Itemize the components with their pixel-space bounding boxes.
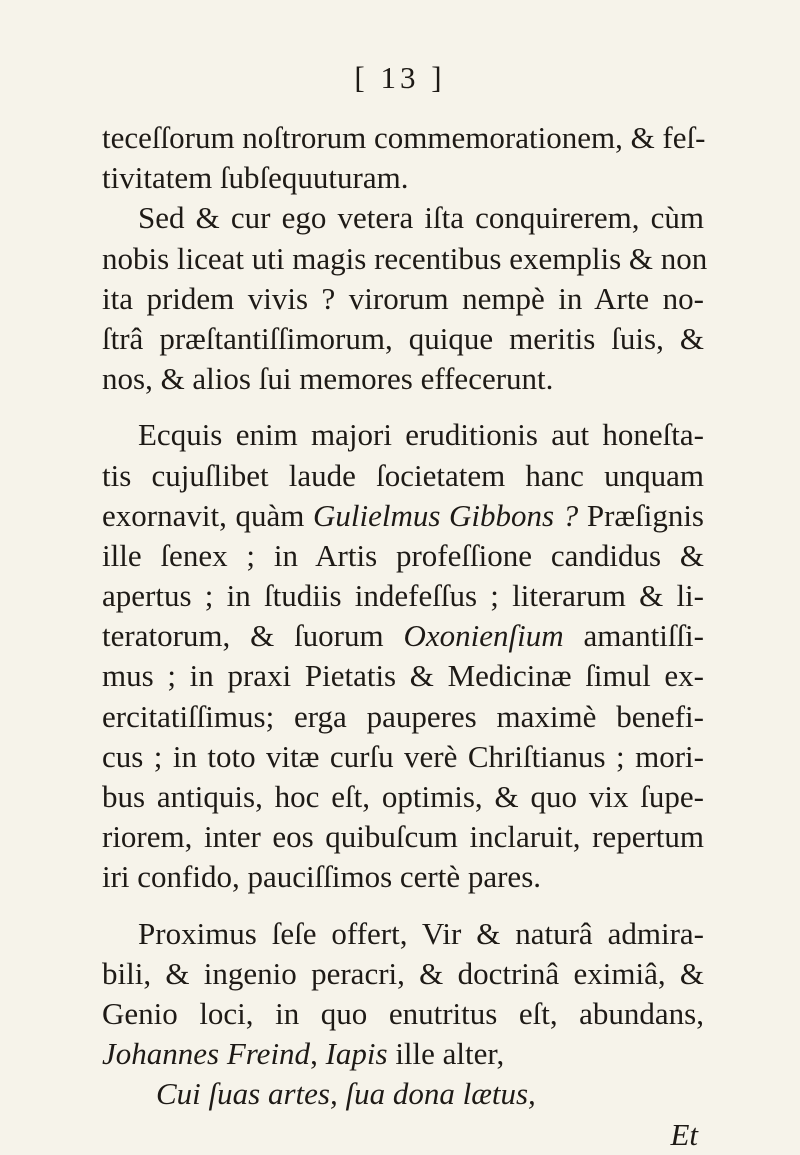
text-line: apertus ; in ſtudiis indefeſſus ; literarum & li- [102,578,704,614]
catchword: Et [670,1116,698,1152]
text-run: amantiſſi- [563,618,704,654]
text-run: exornavit, quàm [102,497,313,533]
text-line: nobis liceat uti magis recentibus exemplis & non [102,240,708,276]
person-name: Gulielmus Gibbons ? [312,497,579,533]
text-line: ſtrâ præſtantiſſimorum, quique meritis ſuis, & [102,320,704,356]
body-text [102,118,708,1155]
text-line: bili, & ingenio peracri, & doctrinâ eximiâ, & [102,955,704,991]
verse-line: Cui ſuas artes, ſua dona lætus, [156,1076,536,1112]
text-line: Sed & cur ego vetera iſta conquirerem, cùm [138,200,704,236]
text-line: Ecquis enim majori eruditionis aut honeſta- [138,417,704,453]
person-name: Johannes Freind [102,1036,311,1072]
paragraph-gap [102,399,704,415]
text-run: teratorum, & ſuorum [102,618,404,654]
text-line [102,1034,704,1074]
text-line: riorem, inter eos quibuſcum inclaruit, repertum [102,819,704,855]
text-line: bus antiquis, hoc eſt, optimis, & quo vix ſupe- [102,779,704,814]
text-line: nos, & alios ſui memores effecerunt. [102,361,554,397]
text-line: ille ſenex ; in Artis profeſſione candidus & [102,537,704,573]
text-line: ercitatiſſimus; erga pauperes maximè benefi- [102,698,704,734]
text-line: Genio loci, in quo enutritus eſt, abundans, [102,995,704,1031]
text-line [102,616,704,656]
text-run: Præſignis [578,497,704,533]
text-line [102,496,704,536]
text-line: tis cujuſlibet laude ſocietatem hanc unquam [102,457,704,493]
text-line: teceſſorum noſtrorum commemorationem, & feſ- [102,120,706,155]
epithet: Iapis [325,1036,388,1072]
text-line: tivitatem ſubſequuturam. [102,160,409,196]
text-run: ille alter, [387,1036,505,1072]
text-line: cus ; in toto vitæ curſu verè Chriſtianus ; mori- [102,738,704,774]
text-run: , [310,1036,326,1072]
text-line: iri confido, pauciſſimos certè pares. [102,859,542,895]
text-line: Proximus ſeſe offert, Vir & naturâ admira- [138,915,704,951]
text-line: mus ; in praxi Pietatis & Medicinæ ſimul ex- [102,658,704,694]
text-line: ita pridem vivis ? virorum nempè in Arte no- [102,280,704,316]
paragraph-gap [102,898,704,914]
place-name: Oxonienſium [403,618,564,654]
page-number-header: [ 13 ] [354,60,446,95]
